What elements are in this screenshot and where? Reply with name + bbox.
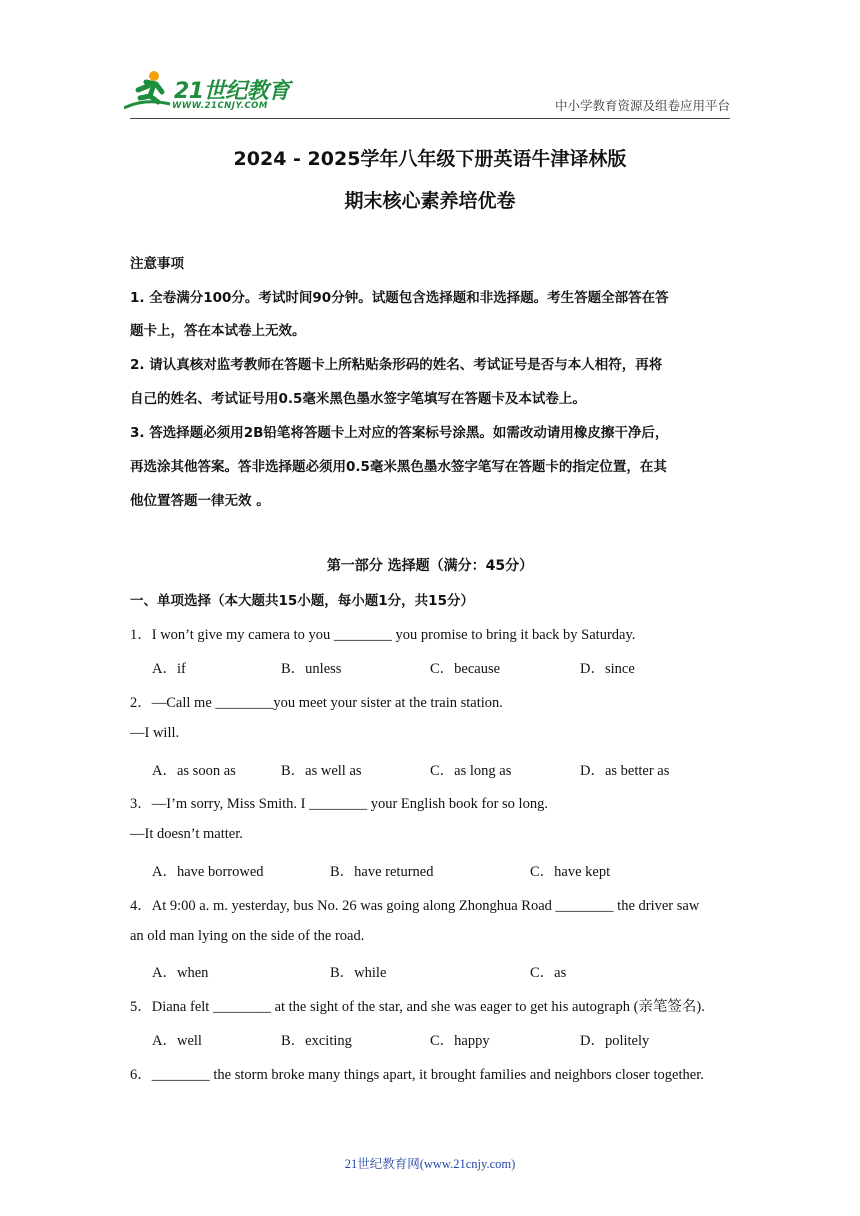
notice-heading: 注意事项: [130, 256, 184, 272]
logo-url: WWW.21CNJY.COM: [172, 101, 268, 111]
option-d[interactable]: D．as better as: [580, 763, 670, 779]
notice-line: 他位置答题一律无效 。: [130, 493, 270, 509]
question-3: 3．—I’m sorry, Miss Smith. I ________ your English book for so long.: [130, 796, 548, 812]
option-a[interactable]: A．well: [152, 1033, 202, 1049]
question-5: 5．Diana felt ________ at the sight of the star, and she was eager to get his autograph (亲笔签名).: [130, 999, 705, 1015]
option-a[interactable]: A．as soon as: [152, 763, 236, 779]
logo-text: 21世纪教育: [174, 79, 290, 104]
exam-title: 2024 - 2025学年八年级下册英语牛津译林版: [233, 148, 627, 170]
option-c[interactable]: C．because: [430, 661, 501, 677]
option-b[interactable]: B．exciting: [281, 1033, 352, 1049]
notice-line: 1. 全卷满分100分。考试时间90分钟。试题包含选择题和非选择题。考生答题全部答在答: [130, 290, 669, 306]
question-6: 6．________ the storm broke many things apart, it brought families and neighbors closer together.: [130, 1067, 704, 1083]
section-title: 一、单项选择（本大题共15小题，每小题1分，共15分）: [130, 593, 474, 609]
question-3-reply: —It doesn’t matter.: [130, 826, 243, 842]
option-c[interactable]: C．as long as: [430, 763, 512, 779]
question-2-reply: —I will.: [130, 725, 180, 741]
option-b[interactable]: B．as well as: [281, 763, 362, 779]
question-2: 2．—Call me ________you meet your sister at the train station.: [130, 695, 503, 711]
question-4-cont: an old man lying on the side of the road.: [130, 928, 365, 944]
header-divider: [130, 118, 730, 119]
option-d[interactable]: D．politely: [580, 1033, 650, 1049]
exam-subtitle: 期末核心素养培优卷: [344, 190, 516, 212]
platform-slogan: 中小学教育资源及组卷应用平台: [554, 98, 730, 113]
page-header: [0, 0, 860, 120]
option-c[interactable]: C．have kept: [530, 864, 611, 880]
option-b[interactable]: B．while: [330, 965, 387, 981]
option-b[interactable]: B．have returned: [330, 864, 434, 880]
notice-line: 题卡上，答在本试卷上无效。: [130, 323, 306, 339]
option-a[interactable]: A．have borrowed: [152, 864, 264, 880]
option-a[interactable]: A．if: [152, 661, 186, 677]
option-c[interactable]: C．as: [530, 965, 567, 981]
option-d[interactable]: D．since: [580, 661, 635, 677]
question-4: 4．At 9:00 a. m. yesterday, bus No. 26 was going along Zhonghua Road ________ the driver saw: [130, 898, 700, 914]
site-logo[interactable]: [124, 68, 294, 116]
question-1: 1．I won’t give my camera to you ________ you promise to bring it back by Saturday.: [130, 627, 636, 643]
notice-line: 2. 请认真核对监考教师在答题卡上所粘贴条形码的姓名、考试证号是否与本人相符，再将: [130, 357, 663, 373]
option-c[interactable]: C．happy: [430, 1033, 490, 1049]
notice-line: 再选涂其他答案。答非选择题必须用0.5毫米黑色墨水签字笔写在答题卡的指定位置，在其: [130, 459, 667, 475]
runner-logo-icon: [124, 68, 172, 112]
option-b[interactable]: B．unless: [281, 661, 342, 677]
notice-line: 3. 答选择题必须用2B铅笔将答题卡上对应的答案标号涂黑。如需改动请用橡皮擦干净后，: [130, 425, 669, 441]
option-a[interactable]: A．when: [152, 965, 209, 981]
notice-line: 自己的姓名、考试证号用0.5毫米黑色墨水签字笔填写在答题卡及本试卷上。: [130, 391, 586, 407]
part-title: 第一部分 选择题（满分：45分）: [326, 558, 534, 574]
footer-link[interactable]: 21世纪教育网(www.21cnjy.com): [344, 1157, 516, 1171]
